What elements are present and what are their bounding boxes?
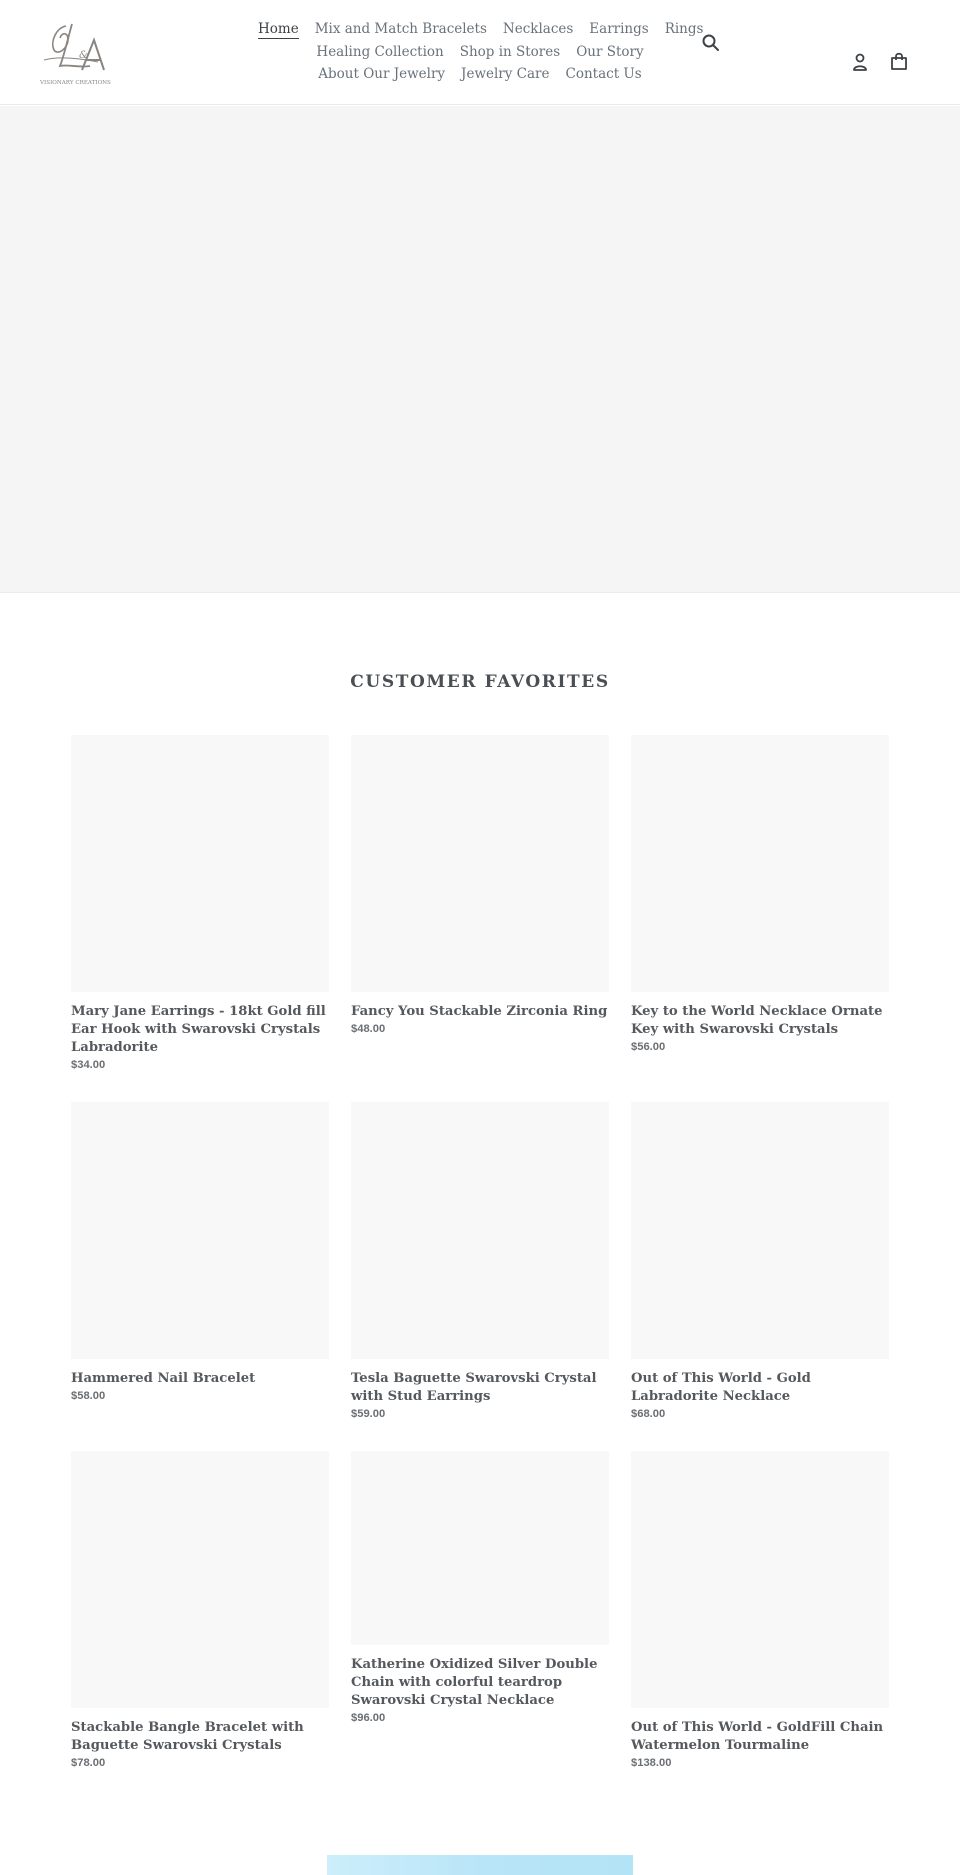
product-price: $58.00	[71, 1390, 106, 1402]
product-card[interactable]	[71, 1102, 329, 1402]
search-icon	[699, 31, 723, 55]
nav-about-our-jewelry[interactable]: About Our Jewelry	[318, 66, 446, 82]
product-image[interactable]	[351, 735, 609, 992]
nav-rings[interactable]: Rings	[664, 21, 704, 37]
svg-text:&: &	[79, 50, 88, 61]
product-price: $96.00	[351, 1712, 386, 1724]
cart-button[interactable]	[887, 50, 911, 74]
product-image[interactable]	[631, 1451, 889, 1708]
product-title[interactable]: Out of This World - GoldFill Chain Watermelon Tourmaline	[631, 1720, 884, 1753]
product-card[interactable]	[351, 1102, 609, 1420]
product-card[interactable]	[351, 1451, 609, 1724]
product-title[interactable]: Fancy You Stackable Zirconia Ring	[351, 1004, 608, 1019]
product-image[interactable]	[351, 1451, 609, 1645]
nav-mix-and-match-bracelets[interactable]: Mix and Match Bracelets	[314, 21, 487, 37]
product-price: $59.00	[351, 1408, 386, 1420]
product-card[interactable]	[351, 735, 609, 1035]
nav-our-story[interactable]: Our Story	[576, 43, 644, 60]
nav-home[interactable]: Home	[258, 21, 299, 37]
product-title[interactable]: Mary Jane Earrings - 18kt Gold fill Ear Hook with Swarovski Crystals Labradorite	[71, 1004, 326, 1055]
account-icon	[848, 51, 872, 75]
store-logo[interactable]	[38, 18, 120, 88]
svg-text:VISIONARY CREATIONS: VISIONARY CREATIONS	[40, 80, 111, 86]
product-image[interactable]	[71, 1102, 329, 1359]
product-price: $34.00	[71, 1059, 106, 1071]
product-card[interactable]	[71, 735, 329, 1071]
product-title[interactable]: Key to the World Necklace Ornate Key with Swarovski Crystals	[631, 1004, 883, 1037]
nav-earrings[interactable]: Earrings	[589, 21, 649, 37]
featured-image-banner	[327, 1855, 633, 1875]
product-card[interactable]	[631, 1102, 889, 1420]
nav-jewelry-care[interactable]: Jewelry Care	[461, 66, 550, 82]
product-price: $68.00	[631, 1408, 666, 1420]
nav-contact-us[interactable]: Contact Us	[565, 66, 642, 82]
product-image[interactable]	[351, 1102, 609, 1359]
section-title: CUSTOMER FAVORITES	[350, 672, 610, 692]
nav-necklaces[interactable]: Necklaces	[502, 21, 574, 37]
main-nav	[250, 18, 710, 86]
site-header	[0, 0, 960, 105]
product-title[interactable]: Hammered Nail Bracelet	[71, 1371, 256, 1386]
nav-shop-in-stores[interactable]: Shop in Stores	[459, 43, 561, 60]
nav-healing-collection[interactable]: Healing Collection	[316, 43, 444, 60]
cart-icon	[887, 50, 911, 74]
product-title[interactable]: Stackable Bangle Bracelet with Baguette Swarovski Crystals	[71, 1720, 304, 1753]
product-card[interactable]	[631, 1451, 889, 1769]
product-image[interactable]	[631, 1102, 889, 1359]
account-button[interactable]	[848, 51, 872, 75]
product-title[interactable]: Out of This World - Gold Labradorite Necklace	[631, 1371, 811, 1404]
product-image[interactable]	[71, 1451, 329, 1708]
hero-slideshow	[0, 106, 960, 593]
product-image[interactable]	[631, 735, 889, 992]
nav-row-2	[250, 41, 710, 64]
logo-monogram-icon	[38, 18, 120, 88]
product-card[interactable]	[71, 1451, 329, 1769]
nav-row-1	[250, 18, 710, 41]
product-price: $56.00	[631, 1041, 666, 1053]
product-price: $138.00	[631, 1757, 672, 1769]
product-price: $78.00	[71, 1757, 106, 1769]
product-title[interactable]: Tesla Baguette Swarovski Crystal with Stud Earrings	[351, 1371, 597, 1404]
product-card[interactable]	[631, 735, 889, 1053]
nav-row-3	[250, 63, 710, 86]
product-price: $48.00	[351, 1023, 386, 1035]
product-title[interactable]: Katherine Oxidized Silver Double Chain with colorful teardrop Swarovski Crystal Necklace	[351, 1657, 598, 1708]
product-image[interactable]	[71, 735, 329, 992]
search-button[interactable]	[699, 31, 723, 55]
